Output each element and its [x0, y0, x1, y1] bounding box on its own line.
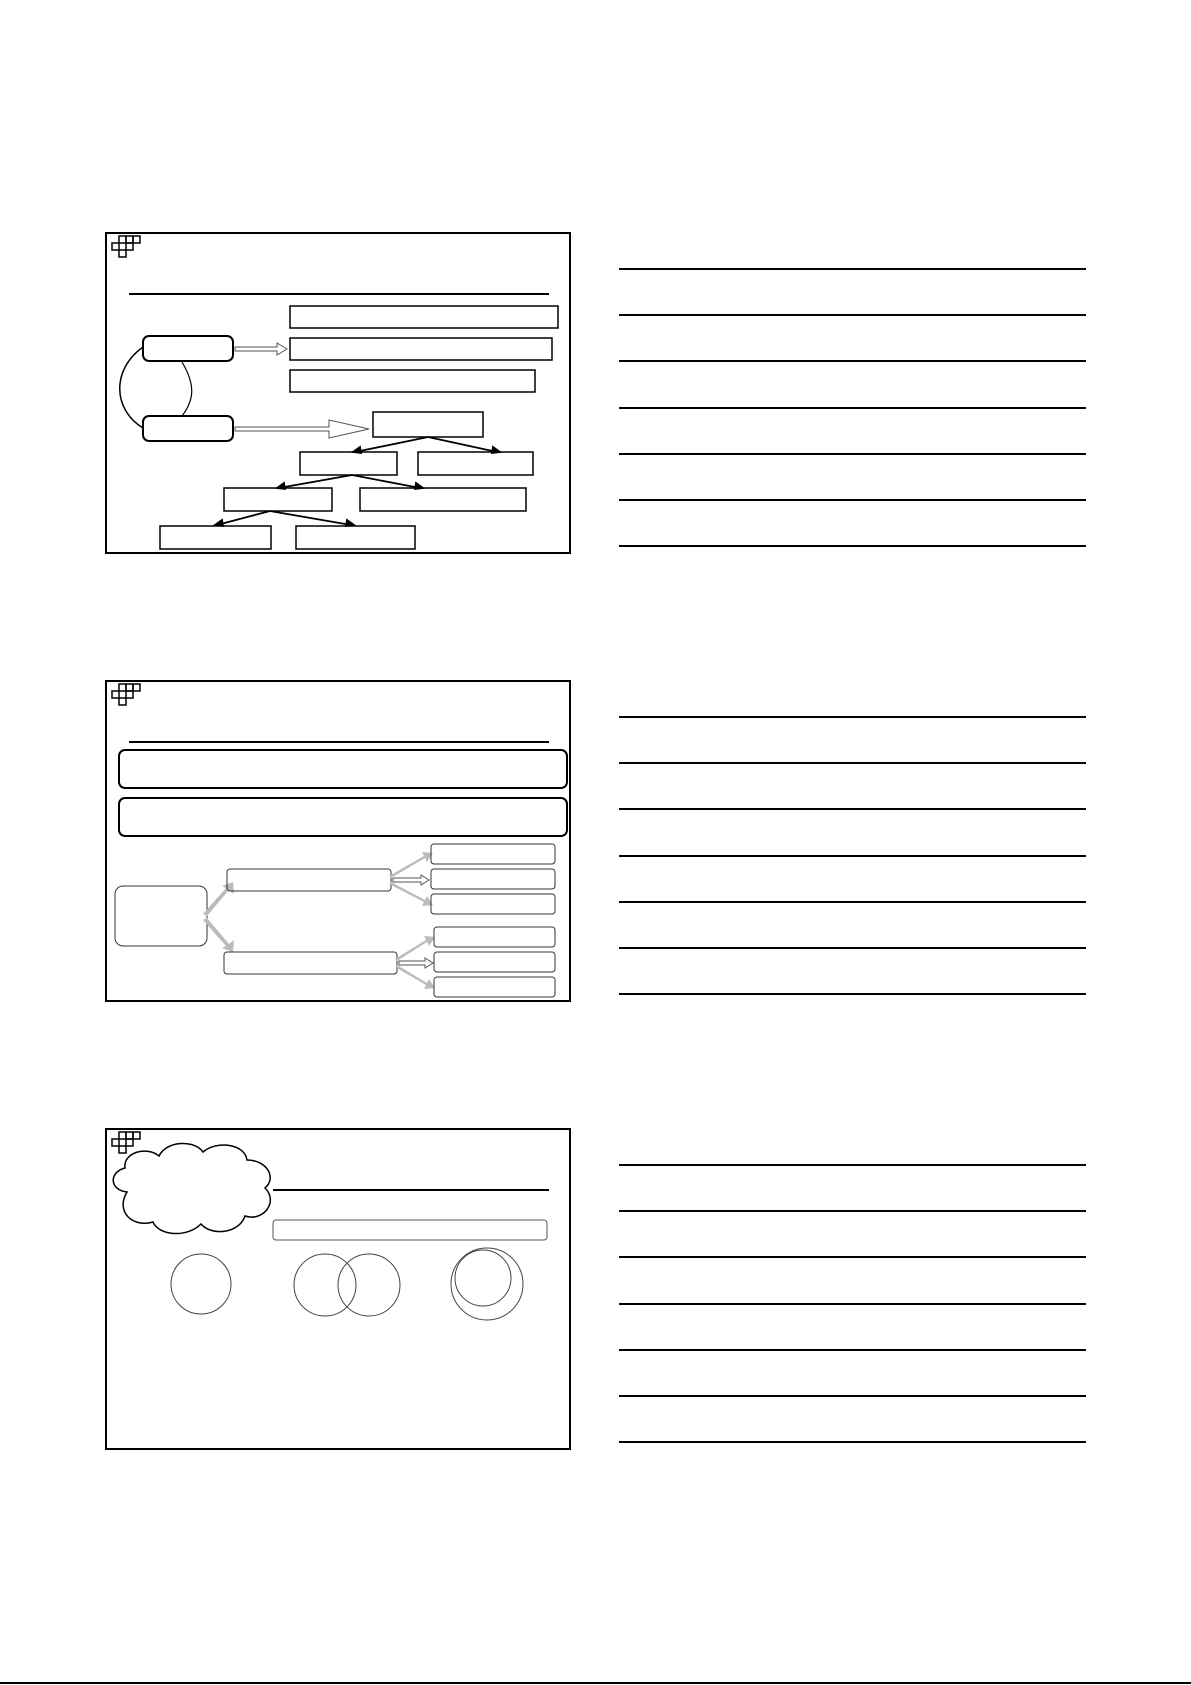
note-line[interactable] [619, 762, 1086, 764]
node-upper [143, 336, 233, 361]
note-line[interactable] [619, 1395, 1086, 1397]
hollow-arrow-upper [235, 343, 287, 355]
leaf-1 [431, 844, 555, 864]
tree-l3-right [296, 526, 415, 549]
slide-1-diagram [107, 234, 573, 556]
leaf-3 [431, 894, 555, 914]
note-line[interactable] [619, 1441, 1086, 1443]
set-single [171, 1254, 231, 1314]
banner-box-2 [119, 798, 567, 836]
source-node [115, 886, 207, 946]
cycle-arc-inner [182, 362, 192, 416]
note-line[interactable] [619, 407, 1086, 409]
note-line[interactable] [619, 314, 1086, 316]
subtitle-box [273, 1220, 547, 1240]
corner-logo-icon [112, 684, 140, 705]
note-line[interactable] [619, 901, 1086, 903]
leaf-4 [434, 927, 555, 947]
set-overlap-b [338, 1254, 400, 1316]
slide-2 [105, 680, 571, 1002]
note-line[interactable] [619, 453, 1086, 455]
node-lower [143, 416, 233, 441]
note-line[interactable] [619, 1256, 1086, 1258]
tree-l1-left [300, 452, 397, 475]
leaf-2 [431, 869, 555, 889]
cycle-arc [120, 347, 143, 428]
note-line[interactable] [619, 1303, 1086, 1305]
box-top-3 [290, 370, 535, 392]
set-inner [455, 1250, 511, 1306]
note-line[interactable] [619, 1164, 1086, 1166]
note-line[interactable] [619, 716, 1086, 718]
note-line[interactable] [619, 499, 1086, 501]
page-bottom-rule [0, 1682, 1191, 1684]
branch-lower [224, 952, 397, 974]
tree-l2-right [360, 488, 526, 511]
set-outer [451, 1248, 523, 1320]
tree-l2-left [224, 488, 332, 511]
note-line[interactable] [619, 360, 1086, 362]
tree-l3-left [160, 526, 271, 549]
slide-3 [105, 1128, 571, 1450]
corner-logo-icon [112, 1132, 140, 1153]
hollow-arrow-lower [235, 420, 369, 438]
note-line[interactable] [619, 545, 1086, 547]
thought-cloud-icon [113, 1143, 270, 1233]
box-top-1 [290, 306, 558, 328]
tree-root [373, 412, 483, 437]
note-line[interactable] [619, 1349, 1086, 1351]
slide-2-diagram [107, 682, 573, 1004]
note-line[interactable] [619, 993, 1086, 995]
slide-1 [105, 232, 571, 554]
branch-arrows [203, 882, 234, 952]
box-top-2 [290, 338, 552, 360]
note-line[interactable] [619, 855, 1086, 857]
slide-3-diagram [107, 1130, 573, 1452]
note-line[interactable] [619, 268, 1086, 270]
hollow-arrow-upper [393, 875, 429, 885]
note-line[interactable] [619, 947, 1086, 949]
banner-box-1 [119, 750, 567, 788]
note-line[interactable] [619, 1210, 1086, 1212]
branch-upper [227, 869, 391, 891]
note-line[interactable] [619, 808, 1086, 810]
tree-connectors [215, 437, 500, 526]
hollow-arrow-lower [399, 958, 433, 968]
leaf-5 [434, 952, 555, 972]
corner-logo-icon [112, 236, 140, 257]
tree-l1-right [418, 452, 533, 475]
leaf-6 [434, 977, 555, 997]
